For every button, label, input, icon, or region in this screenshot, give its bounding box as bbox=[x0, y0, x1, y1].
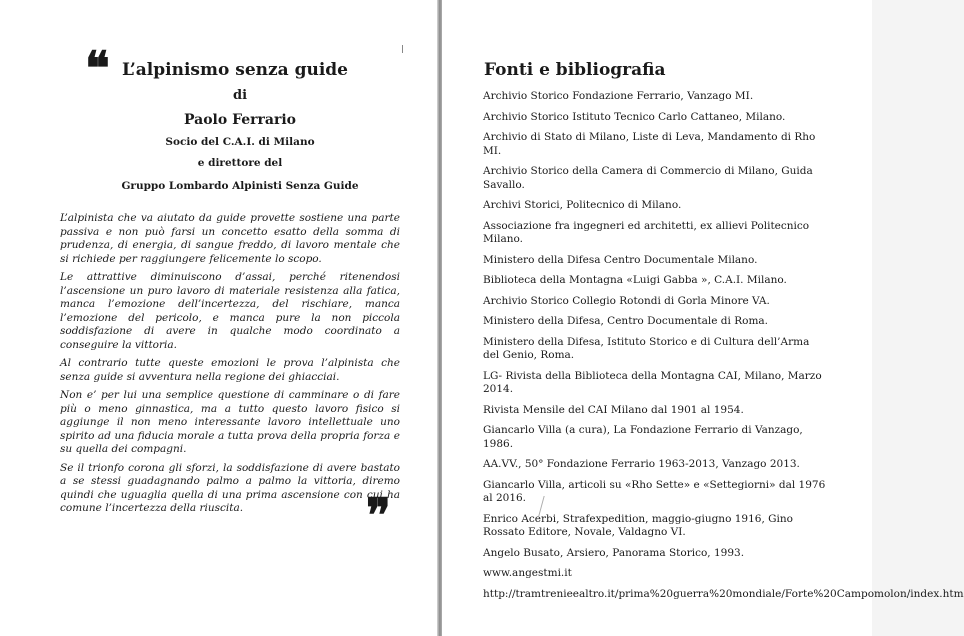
bibliography-item: www.angestmi.it bbox=[483, 567, 572, 579]
bibliography-item: AA.VV., 50° Fondazione Ferrario 1963-2013, Vanzago 2013. bbox=[483, 458, 800, 470]
bibliography-item: Archivio Storico della Camera di Commercio di Milano, Guida Savallo. bbox=[483, 165, 813, 191]
bibliography-item: Ministero della Difesa, Istituto Storico e di Cultura dell’Arma del Genio, Roma. bbox=[483, 335, 810, 361]
bibliography-item: Rivista Mensile del CAI Milano dal 1901 al 1954. bbox=[483, 403, 744, 416]
page-title: L’alpinismo senza guide bbox=[122, 60, 348, 80]
byline: di bbox=[232, 88, 248, 103]
paragraph: Non e’ per lui una semplice questione di camminare o di fare più o meno ginnastica, ma a tutto questo lavoro fisico si aggiunge il non meno interessante lavoro intellettuale uno spirito ad una fiducia morale a tutta prova della propria forza e su quella dei compagni. bbox=[60, 389, 400, 455]
close-quote-icon: ❞ bbox=[366, 488, 391, 542]
author-role-line-2: e direttore del bbox=[197, 157, 283, 169]
bibliography-item: Angelo Busato, Arsiero, Panorama Storico, 1993. bbox=[483, 546, 745, 559]
bibliography-item: http://tramtrenieealtro.it/prima%20guerra%20mondiale/Forte%20Campomolon/index.htm bbox=[483, 587, 964, 600]
article-body bbox=[60, 212, 400, 521]
paragraph: L’alpinista che va aiutato da guide provette sostiene una parte passiva e non può farsi un concetto esatto della somma di prudenza, di energia, di sangue freddo, di lavoro mentale che si richiede per raggiungere felicemente lo scopo. bbox=[60, 212, 400, 265]
paragraph: Se il trionfo corona gli sforzi, la soddisfazione di avere bastato a se stessi guadagnando palmo a palmo la vittoria, diremo quindi che uguaglia quella di una prima ascensione con cui ha comune l’incertezza della riuscita. bbox=[60, 461, 400, 514]
bibliography-item: Archivio di Stato di Milano, Liste di Leva, Mandamento di Rho MI. bbox=[483, 131, 816, 157]
bibliography-item: Biblioteca della Montagna «Luigi Gabba », C.A.I. Milano. bbox=[483, 274, 787, 286]
bibliography-item: Ministero della Difesa Centro Documentale Milano. bbox=[483, 253, 758, 266]
author-role-line-1: Socio del C.A.I. di Milano bbox=[165, 136, 315, 148]
author-role-line-3: Gruppo Lombardo Alpinisti Senza Guide bbox=[121, 180, 359, 192]
bibliography-item: Archivi Storici, Politecnico di Milano. bbox=[483, 199, 682, 211]
pencil-mark-icon bbox=[402, 45, 403, 53]
bibliography-item: LG- Rivista della Biblioteca della Montagna CAI, Milano, Marzo 2014. bbox=[483, 369, 822, 395]
open-quote-icon: ❝ bbox=[85, 41, 110, 95]
bibliography-title: Fonti e bibliografia bbox=[484, 60, 666, 80]
bibliography-item: Archivio Storico Collegio Rotondi di Gorla Minore VA. bbox=[483, 294, 770, 307]
bibliography-item: Giancarlo Villa, articoli su «Rho Sette» e «Settegiorni» dal 1976 al 2016. bbox=[483, 478, 826, 504]
author-name: Paolo Ferrario bbox=[183, 112, 297, 128]
paragraph: Le attrattive diminuiscono d’assai, perché ritenendosi l’ascensione un puro lavoro di materiale resistenza alla fatica, manca l’emozione dell’incertezza, del rischiare, manca l’emozione del pericolo, e manca pure la non piccola soddisfazione di avere in qualche modo coordinato a conseguire la vittoria. bbox=[60, 271, 400, 351]
paragraph: Al contrario tutte queste emozioni le prova l’alpinista che senza guide si avventura nella regione dei ghiacciai. bbox=[60, 357, 400, 383]
bibliography-item: Enrico Acerbi, Strafexpedition, maggio-giugno 1916, Gino Rossato Editore, Novale, Valdagno VI. bbox=[483, 512, 793, 538]
bibliography-item: Giancarlo Villa (a cura), La Fondazione Ferrario di Vanzago, 1986. bbox=[483, 424, 803, 450]
bibliography-item: Ministero della Difesa, Centro Documentale di Roma. bbox=[483, 315, 768, 327]
bibliography-item: Associazione fra ingegneri ed architetti, ex allievi Politecnico Milano. bbox=[483, 219, 810, 245]
bibliography-list bbox=[483, 90, 964, 608]
bibliography-item: Archivio Storico Istituto Tecnico Carlo Cattaneo, Milano. bbox=[483, 110, 786, 123]
bibliography-item: Archivio Storico Fondazione Ferrario, Vanzago MI. bbox=[483, 90, 754, 102]
